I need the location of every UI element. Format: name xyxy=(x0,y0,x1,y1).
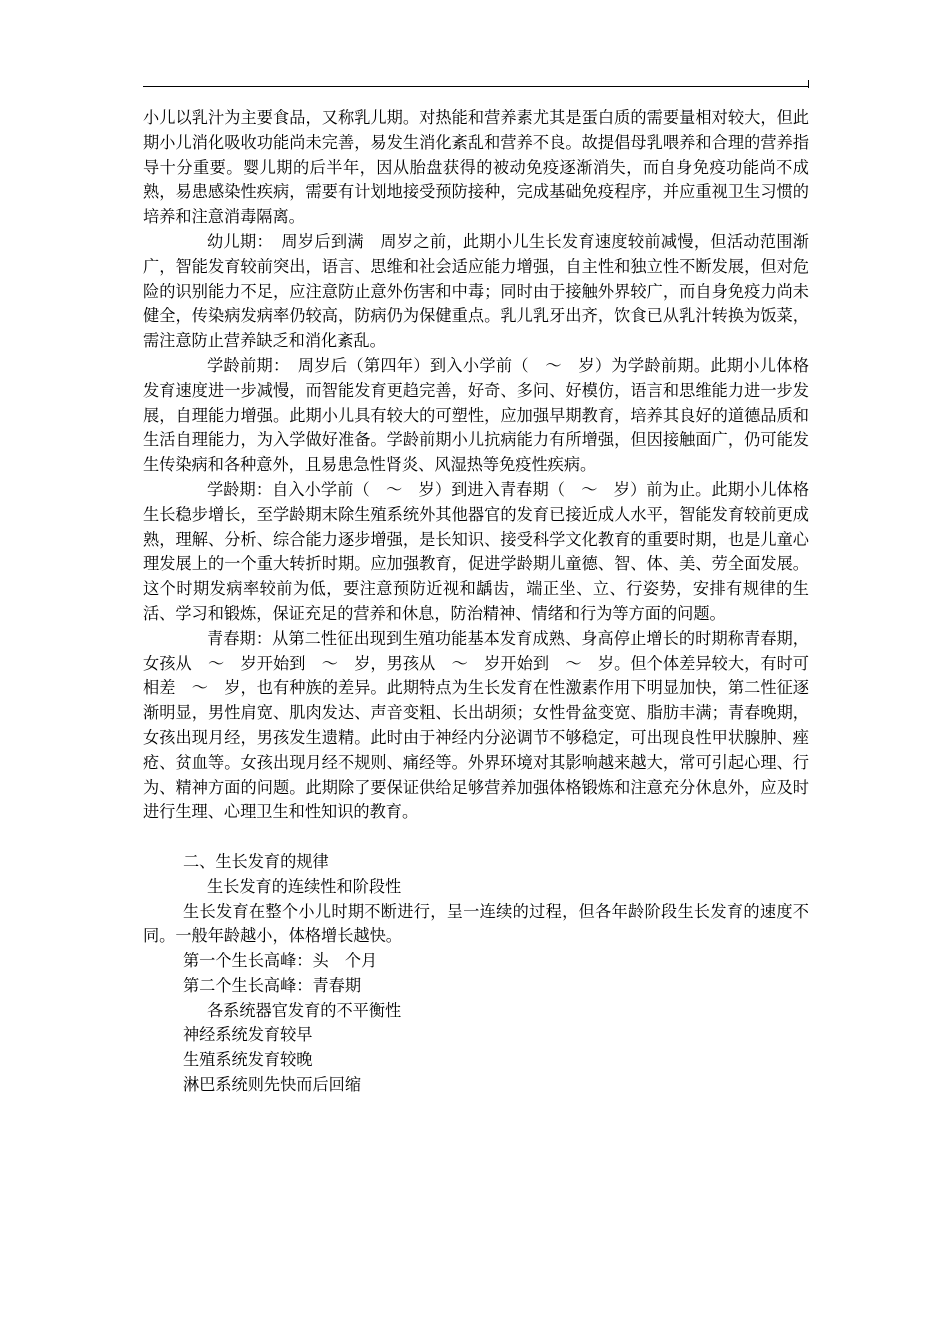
paragraph-preschool-period: 学龄前期： 周岁后（第四年）到入小学前（ ～ 岁）为学龄前期。此期小儿体格发育速度进一步减慢，而智能发育更趋完善，好奇、多问、好模仿，语言和思维能力进一步发展，自理能力增强。此期小儿具有较大的可塑性，应加强早期教育，培养其良好的道德品质和生活自理能力，为入学做好准备。学龄前期小儿抗病能力有所增强，但因接触面广，仍可能发生传染病和各种意外，且易患急性肾炎、风湿热等免疫性疾病。 xyxy=(143,355,809,475)
paragraph-adolescence: 青春期：从第二性征出现到生殖功能基本发育成熟、身高停止增长的时期称青春期，女孩从 ～ 岁开始到 ～ 岁，男孩从 ～ 岁开始到 ～ 岁。但个体差异较大，有时可相差 ～ 岁，也有种族的差异。此期特点为生长发育在性激素作用下明显加快，第二性征逐渐明显，男性肩宽、肌肉发达、声音变粗、长出胡须；女性骨盆变宽、脂肪丰满；青春晚期，女孩出现月经，男孩发生遗精。此时由于神经内分泌调节不够稳定，可出现良性甲状腺肿、痤疮、贫血等。女孩出现月经不规则、痛经等。外界环境对其影响越来越大，常可引起心理、行为、精神方面的问题。此期除了要保证供给足够营养加强体格锻炼和注意充分休息外，应及时进行生理、心理卫生和性知识的教育。 xyxy=(143,628,809,822)
growth-peak-first: 第一个生长高峰：头 个月 xyxy=(183,951,378,971)
sub-heading-imbalance: 各系统器官发育的不平衡性 xyxy=(207,1000,402,1020)
blank-line xyxy=(143,825,809,850)
system-item-nervous: 神经系统发育较早 xyxy=(183,1025,313,1045)
sub-heading-continuity: 生长发育的连续性和阶段性 xyxy=(207,876,402,896)
system-item-lymphatic: 淋巴系统则先快而后回缩 xyxy=(183,1075,362,1095)
paragraph-toddler-period: 幼儿期： 周岁后到满 周岁之前，此期小儿生长发育速度较前减慢，但活动范围渐广，智能发育较前突出，语言、思维和社会适应能力增强，自主性和独立性不断发展，但对危险的识别能力不足，应注意防止意外伤害和中毒；同时由于接触外界较广，而自身免疫力尚未健全，传染病发病率仍较高，防病仍为保健重点。乳儿乳牙出齐，饮食已从乳汁转换为饭菜，需注意防止营养缺乏和消化紊乱。 xyxy=(143,231,809,351)
header-rule xyxy=(143,86,809,87)
header-rule-tick xyxy=(808,80,809,88)
document-body xyxy=(143,106,809,1098)
paragraph-continuity: 生长发育在整个小儿时期不断进行，呈一连续的过程，但各年龄阶段生长发育的速度不同。一般年龄越小，体格增长越快。 xyxy=(143,901,809,946)
section-heading: 二、生长发育的规律 xyxy=(183,851,329,871)
paragraph-infancy-continued: 小儿以乳汁为主要食品，又称乳儿期。对热能和营养素尤其是蛋白质的需要量相对较大，但此期小儿消化吸收功能尚未完善，易发生消化紊乱和营养不良。故提倡母乳喂养和合理的营养指导十分重要。婴儿期的后半年，因从胎盘获得的被动免疫逐渐消失，而自身免疫功能尚不成熟，易患感染性疾病，需要有计划地接受预防接种，完成基础免疫程序，并应重视卫生习惯的培养和注意消毒隔离。 xyxy=(143,108,809,227)
growth-peak-second: 第二个生长高峰：青春期 xyxy=(183,975,362,995)
paragraph-school-age-period: 学龄期：自入小学前（ ～ 岁）到进入青春期（ ～ 岁）前为止。此期小儿体格生长稳步增长，至学龄期末除生殖系统外其他器官的发育已接近成人水平，智能发育较前更成熟，理解、分析、综合能力逐步增强，是长知识、接受科学文化教育的重要时期，也是儿童心理发展上的一个重大转折时期。应加强教育，促进学龄期儿童德、智、体、美、劳全面发展。这个时期发病率较前为低，要注意预防近视和龋齿，端正坐、立、行姿势，安排有规律的生活、学习和锻炼，保证充足的营养和休息，防治精神、情绪和行为等方面的问题。 xyxy=(143,479,809,623)
system-item-reproductive: 生殖系统发育较晚 xyxy=(183,1050,313,1070)
